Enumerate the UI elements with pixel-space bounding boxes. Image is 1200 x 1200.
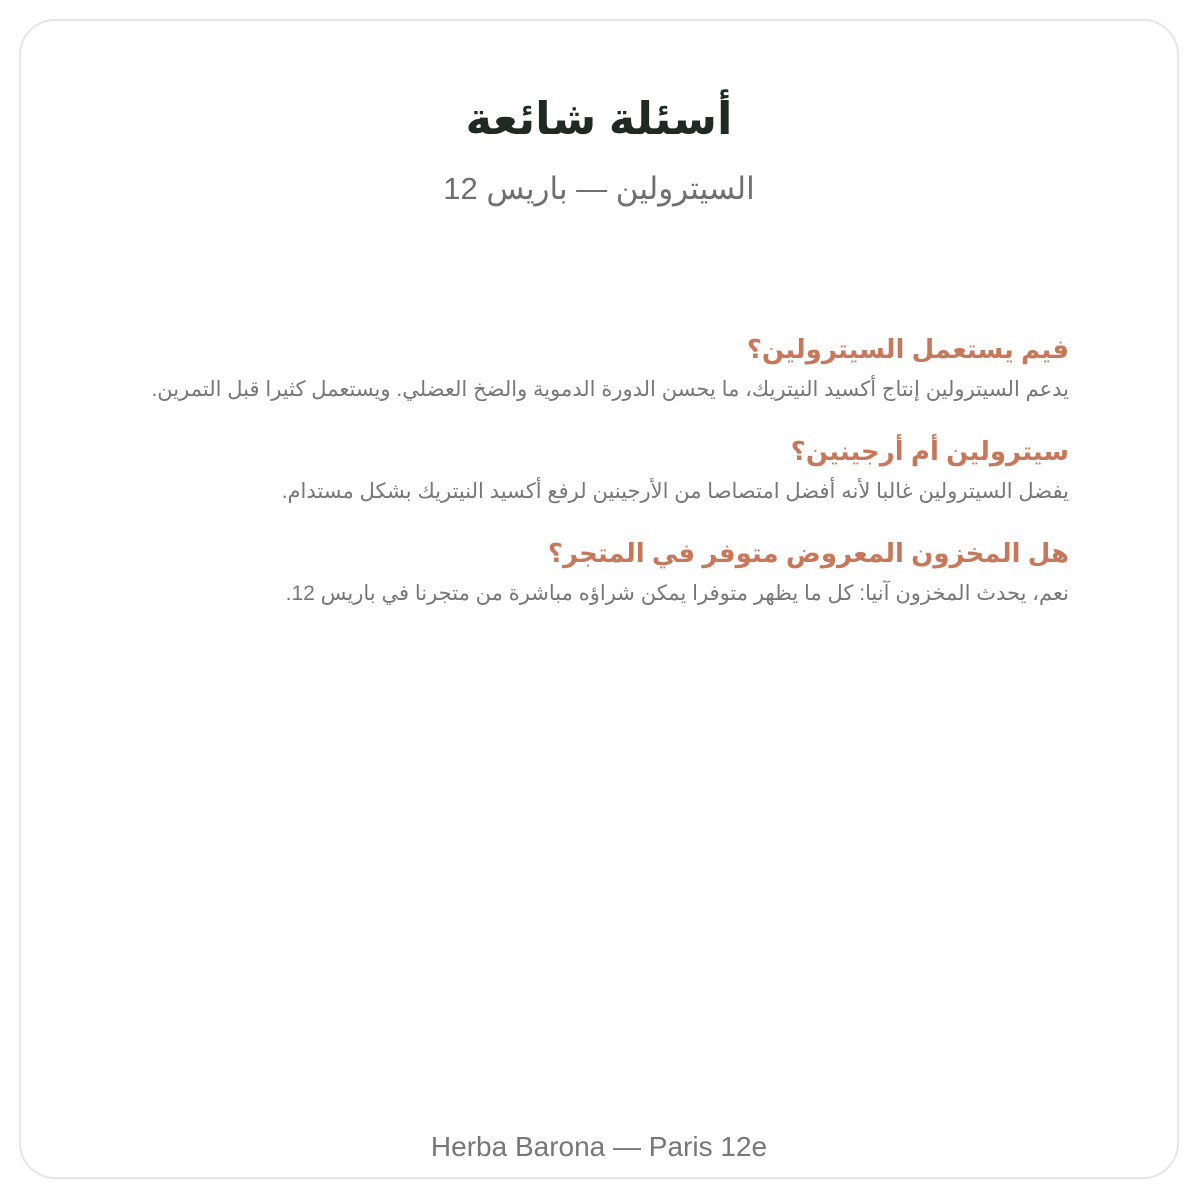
faq-item <box>91 431 1069 513</box>
faq-question: سيترولين أم أرجينين؟ <box>790 436 1069 466</box>
faq-question: هل المخزون المعروض متوفر في المتجر؟ <box>547 538 1069 568</box>
faq-question: فيم يستعمل السيترولين؟ <box>746 334 1069 364</box>
faq-answer: يدعم السيترولين إنتاج أكسيد النيتريك، ما يحسن الدورة الدموية والضخ العضلي. ويستعمل كثيرا قبل التمرين. <box>151 378 1069 401</box>
footer-brand: Herba Barona — Paris 12e <box>430 1131 768 1162</box>
page-subtitle: السيترولين — باريس 12 <box>443 171 755 206</box>
faq-answer: يفضل السيترولين غالبا لأنه أفضل امتصاصا من الأرجينين لرفع أكسيد النيتريك بشكل مستدام. <box>281 480 1069 503</box>
faq-item <box>91 533 1069 615</box>
faq-list <box>91 329 1069 635</box>
faq-answer: نعم، يحدث المخزون آنيا: كل ما يظهر متوفرا يمكن شراؤه مباشرة من متجرنا في باريس 12. <box>285 582 1069 605</box>
faq-card <box>19 19 1179 1179</box>
page-title: أسئلة شائعة <box>465 93 733 144</box>
faq-item <box>91 329 1069 411</box>
